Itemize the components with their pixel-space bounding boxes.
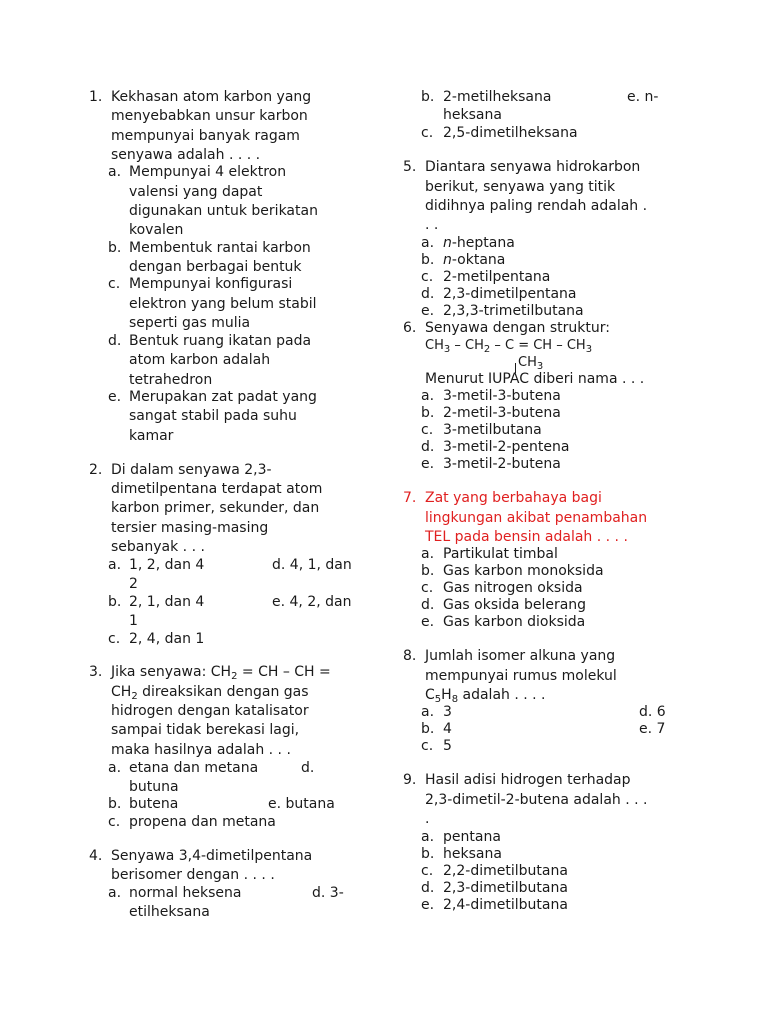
question-text-line: . — [425, 811, 430, 827]
question-text-line: mempunyai banyak ragam — [111, 128, 300, 144]
question-text-line: hidrogen dengan katalisator — [111, 703, 309, 719]
option-text: d. 3- — [312, 885, 344, 901]
option-text: elektron yang belum stabil — [129, 296, 317, 312]
option-text: 3-metil-2-butena — [443, 456, 561, 472]
option-text: 3-metilbutana — [443, 422, 542, 438]
option-letter: c. — [421, 580, 434, 596]
option-letter: e. — [421, 303, 435, 319]
option-text: dengan berbagai bentuk — [129, 259, 302, 275]
option-text: heksana — [443, 846, 502, 862]
option-letter: e. — [421, 897, 435, 913]
methyl-branch: $CH_3$ — [518, 355, 544, 372]
option-letter: a. — [421, 829, 435, 845]
option-letter: b. — [421, 563, 435, 579]
question-text-line: Menurut IUPAC diberi nama . . . — [425, 371, 645, 387]
option-letter: a. — [421, 388, 435, 404]
option-letter: a. — [108, 164, 122, 180]
option-text: d. 4, 1, dan — [272, 557, 352, 573]
option-text: n-heptana — [443, 235, 515, 251]
option-letter: a. — [108, 760, 122, 776]
question-text-line: Jika senyawa: $CH_2$ = CH – CH = — [111, 664, 331, 682]
question-text-line: Senyawa 3,4-dimetilpentana — [111, 848, 313, 864]
option-text: butena — [129, 796, 179, 812]
option-letter: e. — [108, 389, 122, 405]
option-letter: e. — [421, 614, 435, 630]
option-text: 3-metil-2-pentena — [443, 439, 570, 455]
option-text: Gas oksida belerang — [443, 597, 587, 613]
question-number: 2. — [89, 462, 103, 478]
question-text-line: sampai tidak berekasi lagi, — [111, 722, 300, 738]
option-text: normal heksena — [129, 885, 242, 901]
option-text: e. n- — [627, 89, 659, 105]
option-text: etilheksana — [129, 904, 210, 920]
question-number: 1. — [89, 89, 103, 105]
option-text: Gas karbon dioksida — [443, 614, 586, 630]
option-text: Mempunyai konfigurasi — [129, 276, 293, 292]
option-text: 2,5-dimetilheksana — [443, 125, 578, 141]
option-text: d. 6 — [639, 704, 666, 720]
option-text: valensi yang dapat — [129, 184, 263, 200]
question-text-line: Diantara senyawa hidrokarbon — [425, 159, 641, 175]
option-text: 3-metil-3-butena — [443, 388, 561, 404]
option-letter: a. — [421, 235, 435, 251]
option-letter: a. — [108, 557, 122, 573]
question-text-line: Senyawa dengan struktur: — [425, 320, 610, 336]
question-text-line: maka hasilnya adalah . . . — [111, 742, 291, 758]
option-text: Bentuk ruang ikatan pada — [129, 333, 312, 349]
question-text-line: karbon primer, sekunder, dan — [111, 500, 320, 516]
question-text-line: TEL pada bensin adalah . . . . — [425, 529, 628, 545]
question-text-line: Kekhasan atom karbon yang — [111, 89, 312, 105]
option-text: digunakan untuk berikatan — [129, 203, 318, 219]
option-text: e. butana — [268, 796, 335, 812]
question-text-line: berikut, senyawa yang titik — [425, 179, 616, 195]
question-number: 3. — [89, 664, 103, 680]
option-text: 2-metilpentana — [443, 269, 551, 285]
question-text-line: senyawa adalah . . . . — [111, 147, 261, 163]
option-text: seperti gas mulia — [129, 315, 251, 331]
option-letter: a. — [421, 546, 435, 562]
question-text-line: Jumlah isomer alkuna yang — [425, 648, 616, 664]
option-text: pentana — [443, 829, 501, 845]
option-text: 2-metilheksana — [443, 89, 552, 105]
option-text: n-oktana — [443, 252, 506, 268]
question-text-line: berisomer dengan . . . . — [111, 867, 275, 883]
question-text-line: Hasil adisi hidrogen terhadap — [425, 772, 631, 788]
question-text-line: menyebabkan unsur karbon — [111, 108, 308, 124]
option-letter: b. — [421, 252, 435, 268]
option-letter: d. — [108, 333, 122, 349]
option-text: Partikulat timbal — [443, 546, 558, 562]
option-text: 3 — [443, 704, 452, 720]
question-number: 8. — [403, 648, 417, 664]
option-text: propena dan metana — [129, 814, 276, 830]
option-letter: e. — [421, 456, 435, 472]
question-text-line: dimetilpentana terdapat atom — [111, 481, 323, 497]
option-text: e. 7 — [639, 721, 666, 737]
option-text: kamar — [129, 428, 174, 444]
option-letter: b. — [421, 89, 435, 105]
option-letter: c. — [108, 276, 121, 292]
structural-formula: $CH_3 - CH_2$ – C = CH – $CH_3$ — [425, 338, 593, 355]
option-letter: c. — [421, 269, 434, 285]
option-text: kovalen — [129, 222, 184, 238]
option-text: 2-metil-3-butena — [443, 405, 561, 421]
option-letter: a. — [108, 885, 122, 901]
option-text: sangat stabil pada suhu — [129, 408, 297, 424]
option-letter: b. — [421, 405, 435, 421]
option-letter: c. — [421, 863, 434, 879]
question-number: 9. — [403, 772, 417, 788]
question-text-line: 2,3-dimetil-2-butena adalah . . . — [425, 792, 648, 808]
option-letter: d. — [421, 597, 435, 613]
question-text-line: Di dalam senyawa 2,3- — [111, 462, 272, 478]
question-text-line: sebanyak . . . — [111, 539, 205, 555]
option-letter: c. — [421, 422, 434, 438]
question-number: 7. — [403, 490, 417, 506]
option-letter: b. — [421, 721, 435, 737]
option-text: tetrahedron — [129, 372, 213, 388]
option-letter: d. — [421, 286, 435, 302]
option-text: 2,4-dimetilbutana — [443, 897, 568, 913]
option-text: 2,2-dimetilbutana — [443, 863, 568, 879]
option-letter: d. — [421, 880, 435, 896]
option-text: 4 — [443, 721, 452, 737]
option-text: 5 — [443, 738, 452, 754]
option-text: 2,3,3-trimetilbutana — [443, 303, 584, 319]
option-letter: d. — [421, 439, 435, 455]
option-text: atom karbon adalah — [129, 352, 271, 368]
question-text-line: $C_5H_8$ adalah . . . . — [425, 687, 546, 705]
question-text-line: lingkungan akibat penambahan — [425, 510, 648, 526]
question-number: 4. — [89, 848, 103, 864]
option-text: e. 4, 2, dan — [272, 594, 352, 610]
option-text: 1 — [129, 613, 138, 629]
question-number: 5. — [403, 159, 417, 175]
question-text-line: tersier masing-masing — [111, 520, 269, 536]
option-text: 2,3-dimetilbutana — [443, 880, 568, 896]
option-text: 2,3-dimetilpentana — [443, 286, 577, 302]
option-text: 2, 4, dan 1 — [129, 631, 205, 647]
question-text-line: $CH_2$ direaksikan dengan gas — [111, 684, 309, 702]
question-text-line: didihnya paling rendah adalah . — [425, 198, 648, 214]
option-text: Membentuk rantai karbon — [129, 240, 311, 256]
option-letter: b. — [421, 846, 435, 862]
option-letter: c. — [108, 814, 121, 830]
option-text: d. — [301, 760, 315, 776]
option-text: etana dan metana — [129, 760, 259, 776]
question-text-line: . . — [425, 217, 439, 233]
option-text: Merupakan zat padat yang — [129, 389, 317, 405]
question-number: 6. — [403, 320, 417, 336]
option-text: Gas karbon monoksida — [443, 563, 604, 579]
option-text: 2, 1, dan 4 — [129, 594, 205, 610]
option-letter: b. — [108, 796, 122, 812]
option-text: 1, 2, dan 4 — [129, 557, 205, 573]
option-text: butuna — [129, 779, 179, 795]
option-letter: a. — [421, 704, 435, 720]
option-text: Gas nitrogen oksida — [443, 580, 583, 596]
option-text: Mempunyai 4 elektron — [129, 164, 287, 180]
question-text-line: mempunyai rumus molekul — [425, 668, 617, 684]
option-letter: c. — [421, 125, 434, 141]
option-text: 2 — [129, 576, 138, 592]
option-text: heksana — [443, 107, 502, 123]
option-letter: c. — [421, 738, 434, 754]
option-letter: b. — [108, 240, 122, 256]
option-letter: b. — [108, 594, 122, 610]
option-letter: c. — [108, 631, 121, 647]
question-text-line: Zat yang berbahaya bagi — [425, 490, 602, 506]
